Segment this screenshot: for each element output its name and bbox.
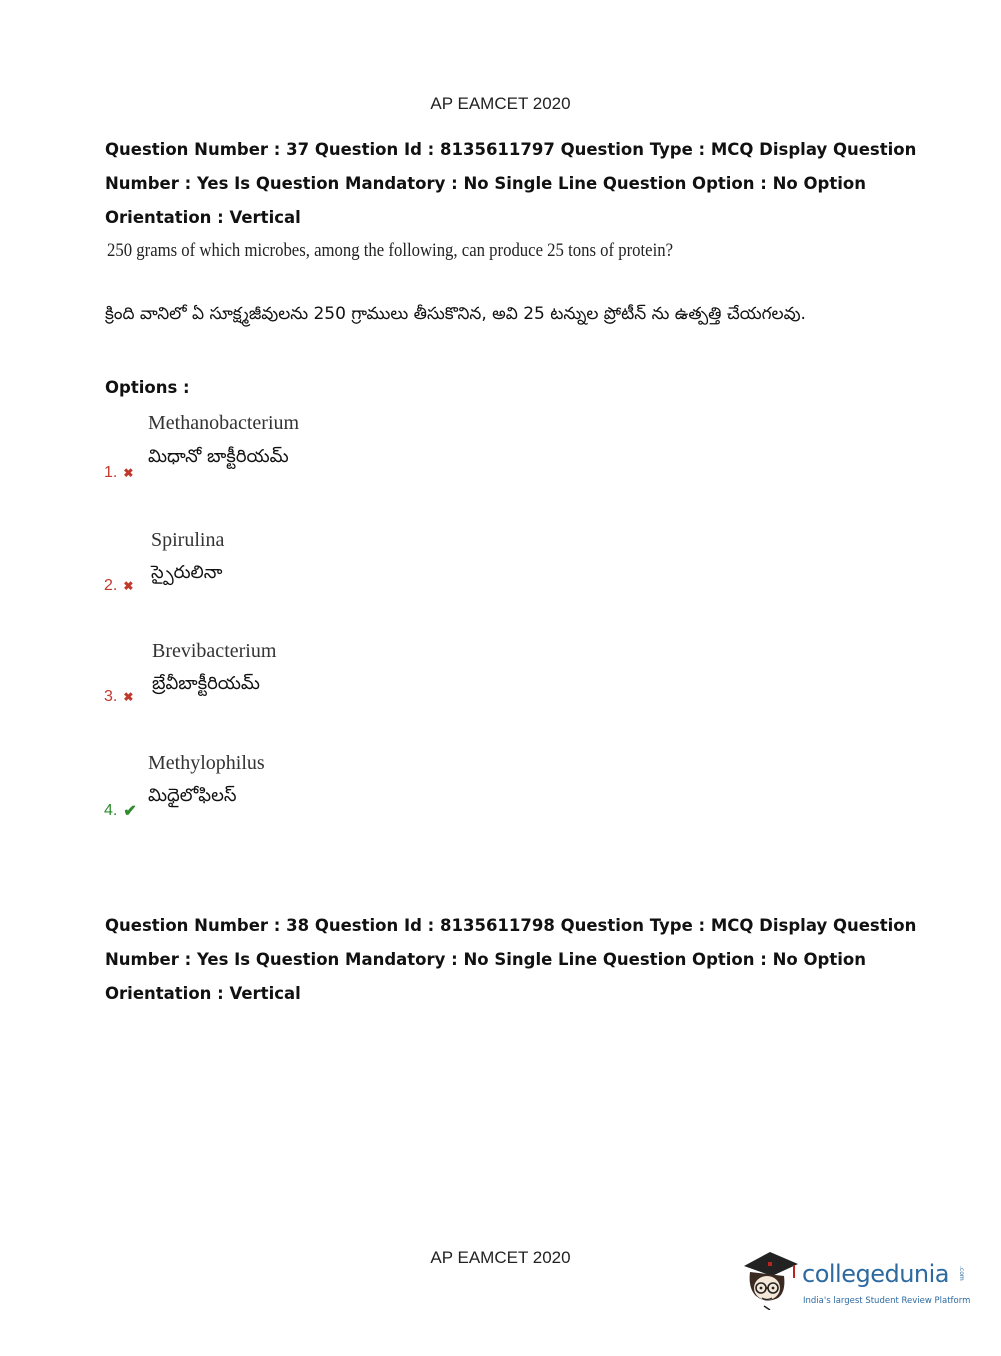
question-38-meta [105,909,917,1011]
cross-icon: ✖ [123,579,134,593]
question-37-text-telugu: క్రింది వానిలో ఏ సూక్ష్మజీవులను 250 గ్రాములు తీసుకొనిన, అవి 25 టన్నుల ప్రోటీన్ ను ఉత్పత్తి చేయగలవు. [105,304,806,324]
logo-suffix: .com [958,1266,965,1281]
options-label: Options : [105,378,190,397]
option-3-number: 3. [104,688,118,705]
question-37-meta-line-3: Orientation : Vertical [105,208,301,227]
option-2-marker[interactable] [104,577,133,595]
option-2-number: 2. [104,577,118,594]
logo-tagline: India's largest Student Review Platform [803,1296,971,1306]
cross-icon: ✖ [123,466,134,480]
option-1-number: 1. [104,464,118,481]
option-2-english: Spirulina [151,529,225,551]
page-header: AP EAMCET 2020 [430,94,571,113]
student-mascot-icon [740,1248,800,1310]
question-37-meta [105,133,917,235]
option-3-marker[interactable] [104,688,133,706]
option-4-telugu: మిధైలోఫిలస్ [148,785,237,806]
option-3-english: Brevibacterium [152,640,277,662]
question-37-meta-line-1: Question Number : 37 Question Id : 8135611797 Question Type : MCQ Display Question [105,140,917,159]
option-3-telugu: బ్రేవీబాక్టీరియమ్ [152,673,260,694]
check-icon: ✔ [123,803,137,820]
question-38-meta-line-2: Number : Yes Is Question Mandatory : No Single Line Question Option : No Option [105,950,866,969]
page-footer: AP EAMCET 2020 [430,1248,571,1267]
option-1-marker[interactable] [104,464,133,482]
question-37-meta-line-2: Number : Yes Is Question Mandatory : No Single Line Question Option : No Option [105,174,866,193]
option-1-telugu: మిధానో బాక్టీరియమ్ [148,446,289,467]
logo-wordmark: collegedunia [802,1260,950,1288]
option-4-number: 4. [104,802,118,819]
question-38-meta-line-1: Question Number : 38 Question Id : 8135611798 Question Type : MCQ Display Question [105,916,917,935]
option-4-marker[interactable] [104,801,137,821]
option-4-english: Methylophilus [148,752,265,774]
question-38-meta-line-3: Orientation : Vertical [105,984,301,1003]
cross-icon: ✖ [123,690,134,704]
collegedunia-logo[interactable] [740,1248,970,1318]
question-37-text-english: 250 grams of which microbes, among the following, can produce 25 tons of protein? [107,240,674,261]
option-2-telugu: స్పైరులినా [151,562,223,583]
option-1-english: Methanobacterium [148,412,300,434]
